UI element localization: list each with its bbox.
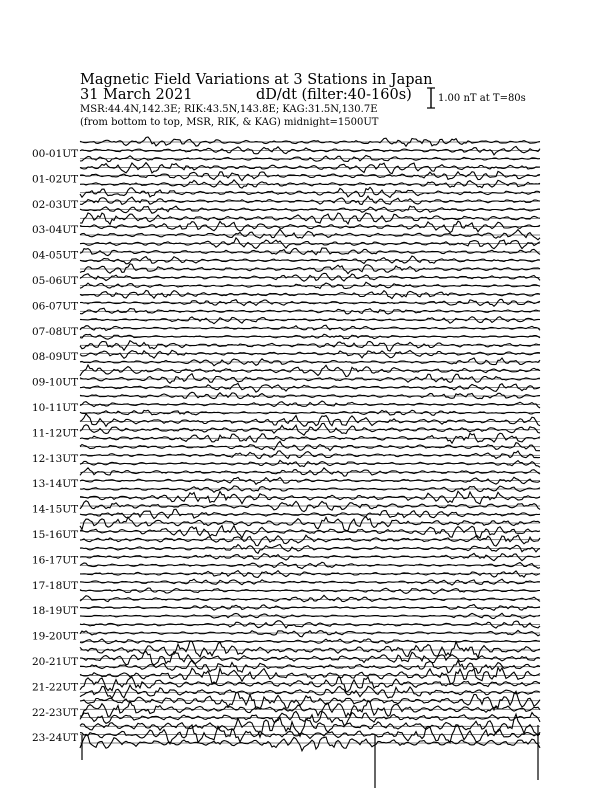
trace-rik: [80, 325, 540, 330]
trace-msr: [80, 535, 540, 546]
hour-label: 01-02UT: [32, 173, 79, 186]
hour-label: 02-03UT: [32, 198, 79, 211]
trace-kag: [80, 414, 540, 427]
hour-label: 10-11UT: [32, 402, 79, 414]
trace-kag: [80, 187, 540, 197]
trace-kag: [80, 392, 540, 399]
hour-label: 22-23UT: [32, 706, 79, 719]
trace-rik: [80, 350, 540, 358]
trace-msr: [80, 384, 540, 393]
hour-label: 20-21UT: [32, 656, 79, 668]
scale-label: 1.00 nT at T=80s: [438, 93, 526, 104]
hour-label: 00-01UT: [32, 148, 79, 160]
trace-kag: [80, 341, 540, 351]
trace-msr: [80, 282, 540, 288]
hour-label: 04-05UT: [32, 249, 79, 262]
trace-rik: [80, 630, 540, 636]
station-coordinates: MSR:44.4N,142.3E; RIK:43.5N,143.8E; KAG:31.5N,130.7E: [80, 104, 378, 115]
hour-label: 15-16UT: [32, 529, 79, 541]
trace-rik: [80, 553, 540, 560]
trace-msr: [80, 509, 540, 518]
hour-label: 03-04UT: [32, 224, 79, 237]
trace-rik: [80, 677, 540, 692]
station-order-note: (from bottom to top, MSR, RIK, & KAG) midnight=1500UT: [80, 117, 379, 128]
trace-kag: [80, 317, 540, 324]
trace-msr: [80, 685, 540, 698]
hour-label: 18-19UT: [32, 605, 79, 618]
hour-label: 07-08UT: [32, 325, 79, 338]
trace-kag: [80, 667, 540, 684]
trace-rik: [80, 477, 540, 484]
trace-rik: [80, 196, 540, 204]
hour-label: 09-10UT: [32, 376, 79, 389]
trace-msr: [80, 711, 540, 725]
trace-rik: [80, 451, 540, 459]
trace-kag: [80, 441, 540, 450]
hour-label: 19-20UT: [32, 630, 79, 643]
trace-msr: [80, 155, 540, 161]
trace-kag: [80, 595, 540, 602]
hour-label: 23-24UT: [32, 732, 79, 745]
trace-kag: [80, 137, 540, 146]
trace-kag: [80, 238, 540, 249]
hour-label: 16-17UT: [32, 554, 79, 567]
chart-date: 31 March 2021: [80, 87, 193, 103]
component-filter: dD/dt (filter:40-160s): [256, 87, 412, 103]
hour-label: 06-07UT: [32, 300, 79, 313]
trace-kag: [80, 545, 540, 554]
trace-kag: [80, 213, 540, 224]
trace-msr: [80, 256, 540, 264]
trace-msr: [80, 229, 540, 240]
hour-label: 11-12UT: [32, 427, 79, 440]
trace-rik: [80, 526, 540, 538]
hour-label: 13-14UT: [32, 478, 79, 491]
trace-kag: [80, 517, 540, 531]
trace-msr: [80, 334, 540, 339]
hour-label: 08-09UT: [32, 351, 79, 364]
hour-label: 17-18UT: [32, 579, 79, 592]
hour-label: 12-13UT: [32, 452, 79, 465]
hour-label: 21-22UT: [32, 681, 79, 694]
chart-title: Magnetic Field Variations at 3 Stations in Japan: [80, 72, 433, 88]
hour-label: 14-15UT: [32, 503, 79, 516]
hour-label: 05-06UT: [32, 275, 79, 287]
trace-rik: [80, 701, 540, 718]
trace-kag: [80, 163, 540, 174]
trace-rik: [80, 374, 540, 384]
